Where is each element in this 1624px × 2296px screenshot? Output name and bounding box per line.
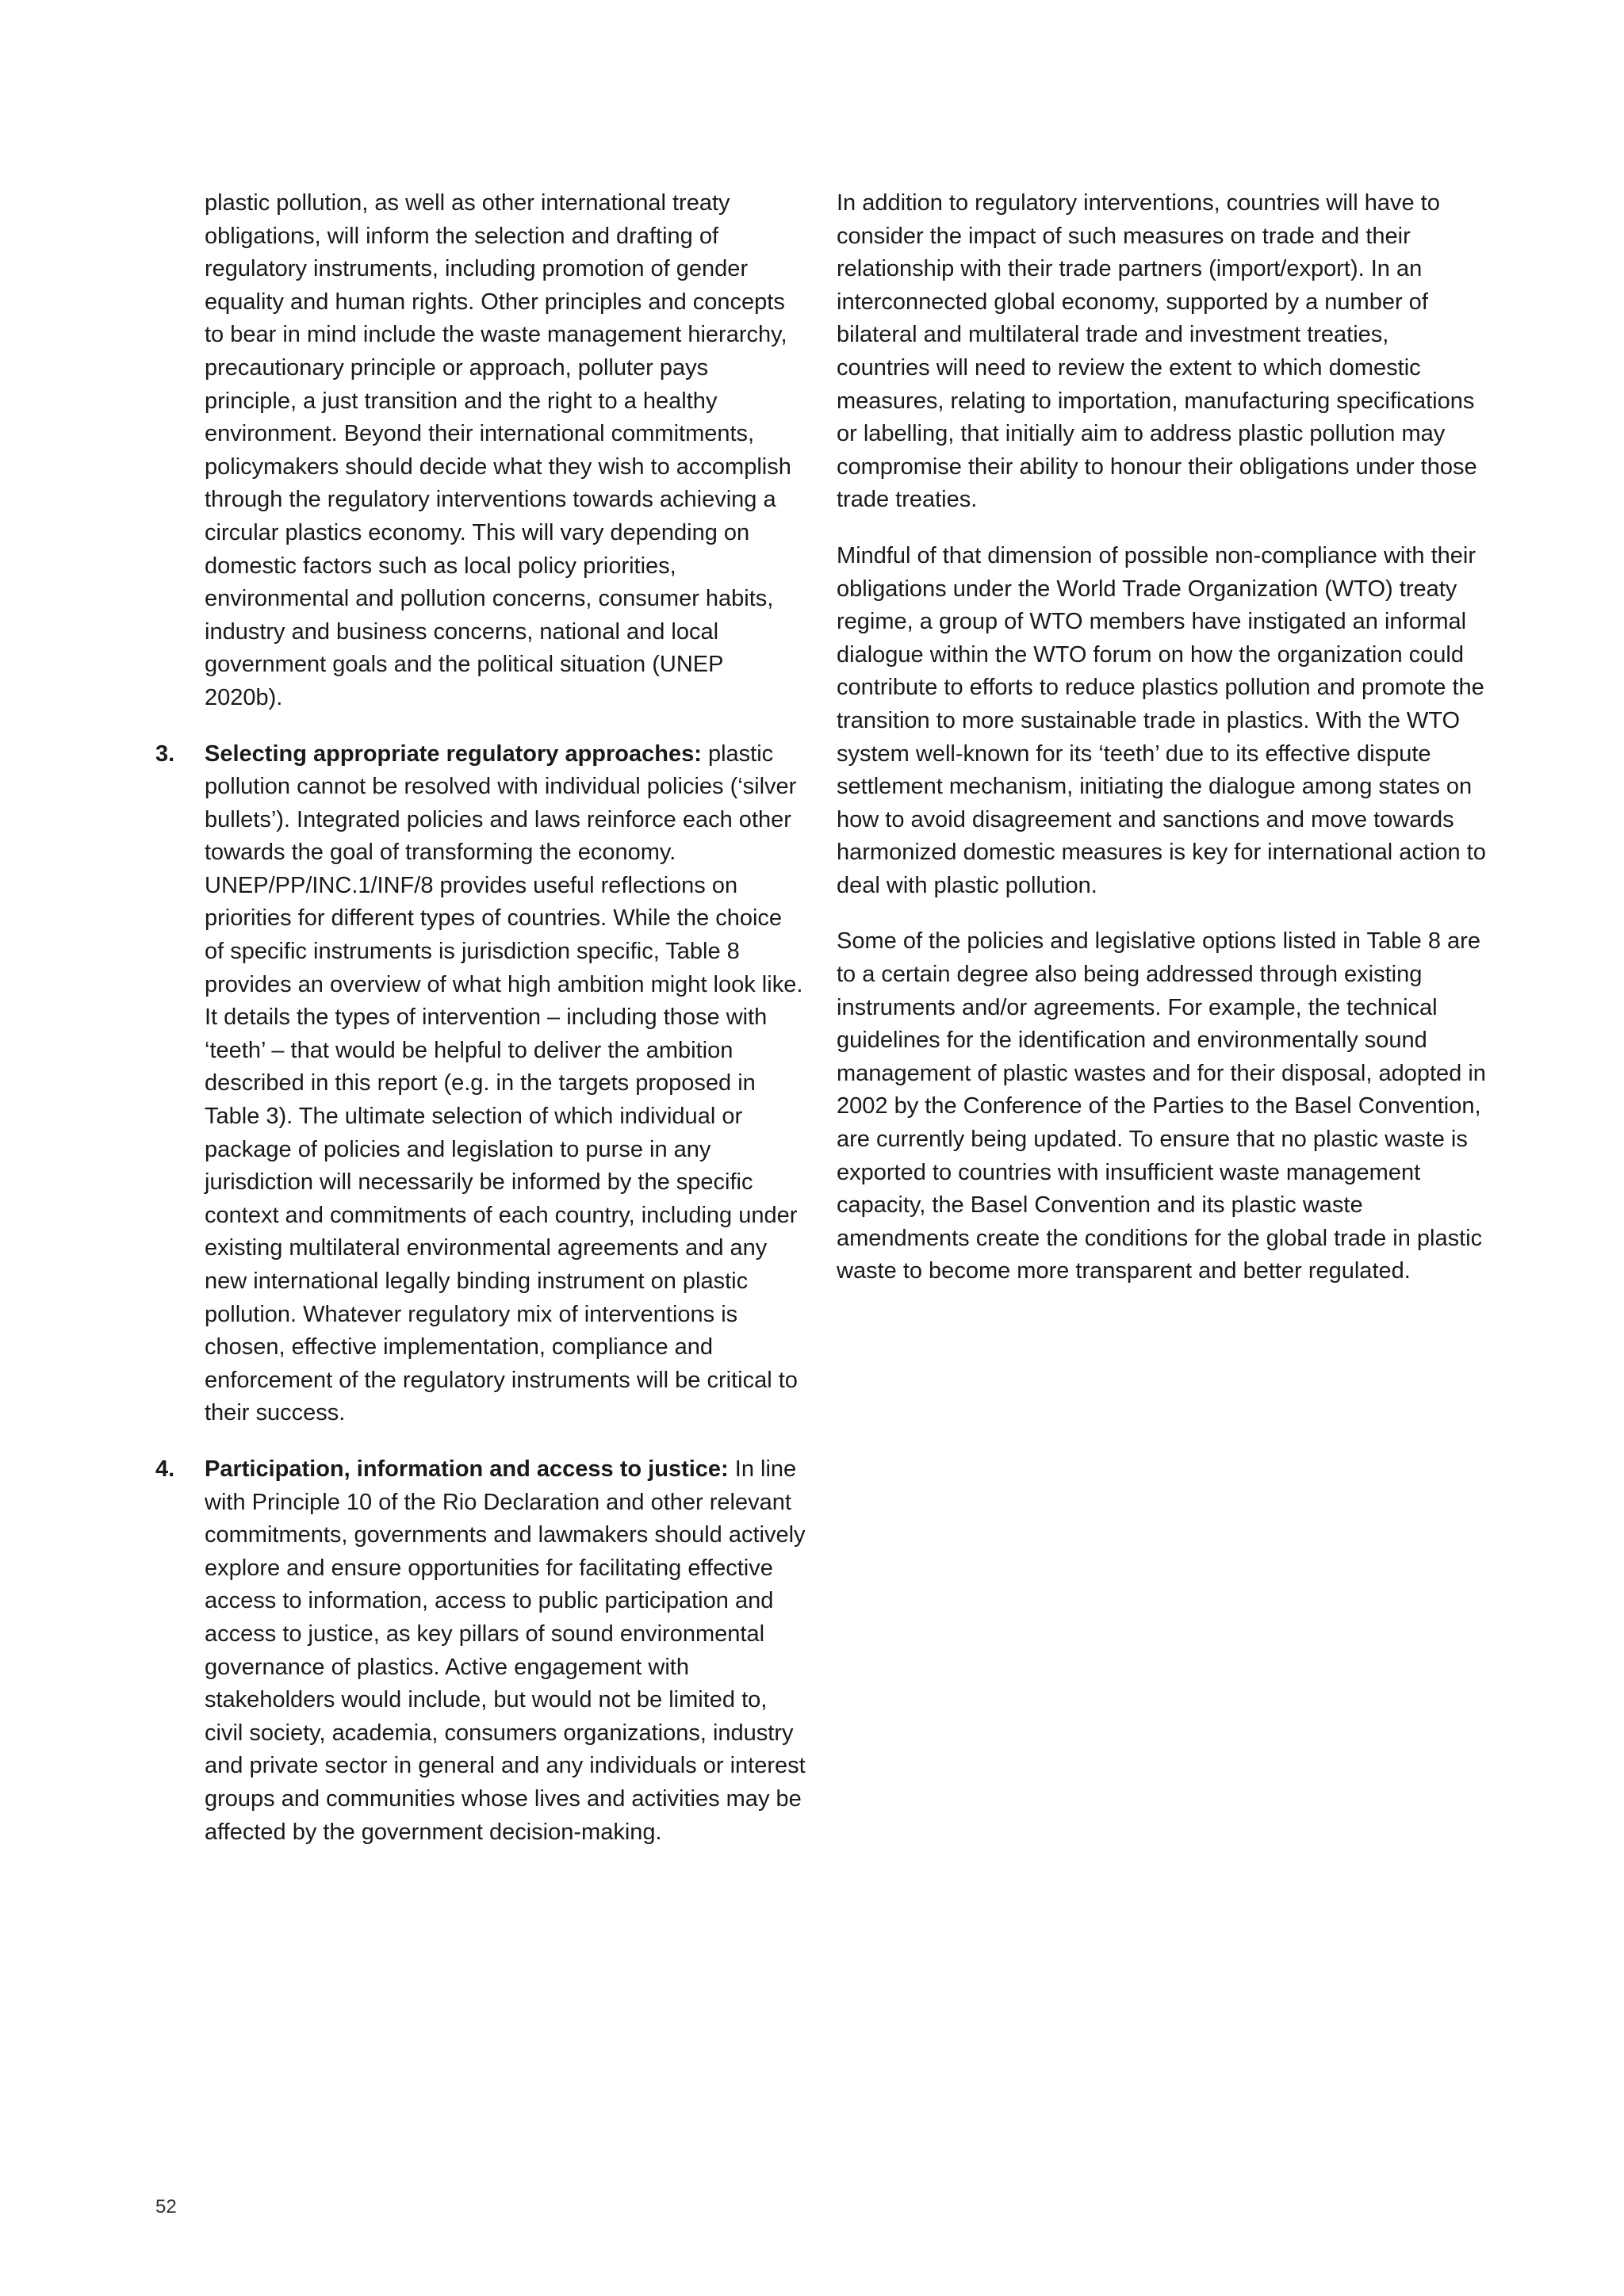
list-number: 3. <box>155 740 175 767</box>
body-paragraph: In addition to regulatory interventions, countries will have to consider the impact of such measures on trade and their relationship with their trade partners (import/export). In an interconnected global economy, supported by a number of bilateral and multilateral trade and investment treaties, countries will need to review the extent to which domestic measures, relating to importation, manufacturing specifications or labelling, that initially aim to address plastic pollution may compromise their ability to honour their obligations under those trade treaties. <box>837 190 1477 513</box>
body-paragraph: Mindful of that dimension of possible non-compliance with their obligations under the World Trade Organization (WTO) treaty regime, a group of WTO members have instigated an informal dialogue within the WTO forum on how the organization could contribute to efforts to reduce plastics pollution and promote the transition to more sustainable trade in plastics. With the WTO system well-known for its ‘teeth’ due to its effective dispute settlement mechanism, initiating the dialogue among states on how to avoid disagreement and sanctions and move towards harmonized domestic measures is key for international action to deal with plastic pollution. <box>837 542 1486 898</box>
list-item-3 <box>155 738 806 1430</box>
right-column <box>837 187 1487 1311</box>
list-item-text: In line with Principle 10 of the Rio Declaration and other relevant commitments, governments and lawmakers should actively explore and ensure opportunities for facilitating effective access to information, access to public participation and access to justice, as key pillars of sound environmental governance of plastics. Active engagement with stakeholders would include, but would not be limited to, civil society, academia, consumers organizations, industry and private sector in general and any individuals or interest groups and communities whose lives and activities may be affected by the government decision-making. <box>205 1456 806 1845</box>
list-item-4 <box>155 1453 806 1849</box>
continuation-paragraph: plastic pollution, as well as other international treaty obligations, will inform the selection and drafting of regulatory instruments, including promotion of gender equality and human rights. Other principles and concepts to bear in mind include the waste management hierarchy, precautionary principle or approach, polluter pays principle, a just transition and the right to a healthy environment. Beyond their international commitments, policymakers should decide what they wish to accomplish through the regulatory interventions towards achieving a circular plastics economy. This will vary depending on domestic factors such as local policy priorities, environmental and pollution concerns, consumer habits, industry and business concerns, national and local government goals and the political situation (UNEP 2020b). <box>205 190 791 710</box>
body-paragraph: Some of the policies and legislative options listed in Table 8 are to a certain degree also being addressed through existing instruments and/or agreements. For example, the technical guidelines for the identification and environmentally sound management of plastic wastes and for their disposal, adopted in 2002 by the Conference of the Parties to the Basel Convention, are currently being updated. To ensure that no plastic waste is exported to countries with insufficient waste management capacity, the Basel Convention and its plastic waste amendments create the conditions for the global trade in plastic waste to become more transparent and better regulated. <box>837 928 1486 1284</box>
left-column <box>155 187 806 1872</box>
page-number: 52 <box>155 2196 177 2218</box>
list-item-text: plastic pollution cannot be resolved with individual policies (‘silver bullets’). Integrated policies and laws reinforce each other towards the goal of transforming the economy. UNEP/PP/INC.1/INF/8 provides useful reflections on priorities for different types of countries. While the choice of specific instruments is jurisdiction specific, Table 8 provides an overview of what high ambition might look like. It details the types of intervention – including those with ‘teeth’ – that would be helpful to deliver the ambition described in this report (e.g. in the targets proposed in Table 3). The ultimate selection of which individual or package of policies and legislation to purse in any jurisdiction will necessarily be informed by the specific context and commitments of each country, including under existing multilateral environmental agreements and any new international legally binding instrument on plastic pollution. Whatever regulatory mix of interventions is chosen, effective implementation, compliance and enforcement of the regulatory instruments will be critical to their success. <box>205 740 803 1426</box>
list-item-heading: Selecting appropriate regulatory approaches: <box>205 740 702 767</box>
list-item-heading: Participation, information and access to justice: <box>205 1456 729 1482</box>
list-number: 4. <box>155 1456 175 1482</box>
